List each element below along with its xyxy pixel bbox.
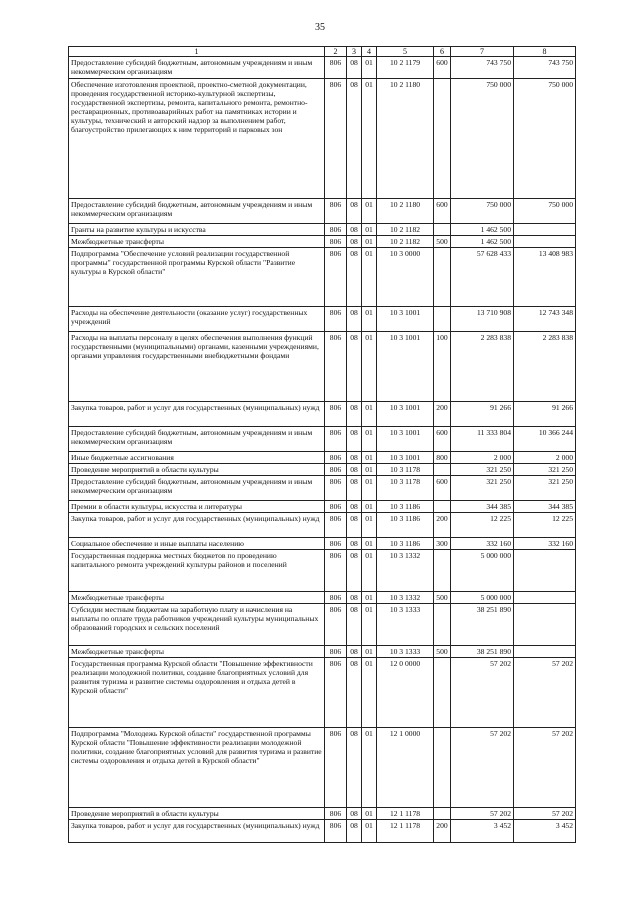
amount-year-2: 12 225 [514, 513, 576, 538]
section-code: 08 [347, 808, 362, 820]
expense-type-code [434, 79, 451, 199]
ministry-code: 806 [325, 808, 347, 820]
budget-item-name: Закупка товаров, работ и услуг для государственных (муниципальных) нужд [69, 820, 325, 843]
amount-year-1: 344 385 [451, 501, 514, 513]
section-code: 08 [347, 501, 362, 513]
target-article-code: 10 3 1001 [377, 402, 434, 427]
column-header: 2 [325, 47, 347, 57]
ministry-code: 806 [325, 79, 347, 199]
subsection-code: 01 [362, 820, 377, 843]
amount-year-2: 57 202 [514, 728, 576, 808]
header-row [69, 47, 576, 57]
section-code: 08 [347, 57, 362, 79]
target-article-code: 10 2 1182 [377, 224, 434, 236]
amount-year-2: 750 000 [514, 79, 576, 199]
ministry-code: 806 [325, 307, 347, 332]
expense-type-code: 500 [434, 236, 451, 248]
subsection-code: 01 [362, 236, 377, 248]
table-row [69, 658, 576, 728]
expense-type-code [434, 501, 451, 513]
table-row [69, 501, 576, 513]
subsection-code: 01 [362, 808, 377, 820]
section-code: 08 [347, 550, 362, 592]
column-header: 1 [69, 47, 325, 57]
expense-type-code: 600 [434, 427, 451, 452]
column-header: 7 [451, 47, 514, 57]
ministry-code: 806 [325, 476, 347, 501]
section-code: 08 [347, 402, 362, 427]
subsection-code: 01 [362, 332, 377, 402]
target-article-code: 10 2 1179 [377, 57, 434, 79]
amount-year-2 [514, 550, 576, 592]
budget-item-name: Межбюджетные трансферты [69, 236, 325, 248]
amount-year-1: 2 283 838 [451, 332, 514, 402]
table-row [69, 646, 576, 658]
amount-year-1: 750 000 [451, 199, 514, 224]
expense-type-code: 200 [434, 402, 451, 427]
target-article-code: 12 1 0000 [377, 728, 434, 808]
amount-year-2 [514, 646, 576, 658]
budget-item-name: Государственная поддержка местных бюджетов по проведению капитального ремонта учреждений культуры районов и поселений [69, 550, 325, 592]
target-article-code: 10 3 1333 [377, 646, 434, 658]
ministry-code: 806 [325, 604, 347, 646]
amount-year-2 [514, 592, 576, 604]
ministry-code: 806 [325, 658, 347, 728]
target-article-code: 10 3 0000 [377, 248, 434, 307]
page-number: 35 [315, 22, 325, 33]
expense-type-code [434, 248, 451, 307]
ministry-code: 806 [325, 646, 347, 658]
table-row [69, 476, 576, 501]
amount-year-1: 91 266 [451, 402, 514, 427]
amount-year-2 [514, 236, 576, 248]
budget-item-name: Подпрограмма "Обеспечение условий реализации государственной программы" государственной программы Курской области "Развитие культуры в Курской области" [69, 248, 325, 307]
section-code: 08 [347, 199, 362, 224]
budget-item-name: Закупка товаров, работ и услуг для государственных (муниципальных) нужд [69, 513, 325, 538]
target-article-code: 10 3 1001 [377, 332, 434, 402]
table-row [69, 57, 576, 79]
amount-year-2: 12 743 348 [514, 307, 576, 332]
amount-year-1: 5 000 000 [451, 592, 514, 604]
budget-item-name: Социальное обеспечение и иные выплаты населению [69, 538, 325, 550]
column-header: 8 [514, 47, 576, 57]
table-row [69, 79, 576, 199]
target-article-code: 10 3 1001 [377, 452, 434, 464]
table-row [69, 248, 576, 307]
target-article-code: 10 3 1178 [377, 476, 434, 501]
budget-item-name: Гранты на развитие культуры и искусства [69, 224, 325, 236]
target-article-code: 10 3 1178 [377, 464, 434, 476]
table-row [69, 604, 576, 646]
amount-year-1: 5 000 000 [451, 550, 514, 592]
expense-type-code: 500 [434, 592, 451, 604]
section-code: 08 [347, 538, 362, 550]
table-row [69, 513, 576, 538]
amount-year-1: 750 000 [451, 79, 514, 199]
table-row [69, 332, 576, 402]
subsection-code: 01 [362, 538, 377, 550]
amount-year-2: 743 750 [514, 57, 576, 79]
table-row [69, 402, 576, 427]
expense-type-code: 200 [434, 820, 451, 843]
amount-year-1: 743 750 [451, 57, 514, 79]
ministry-code: 806 [325, 248, 347, 307]
budget-item-name: Предоставление субсидий бюджетным, автономным учреждениям и иным некоммерческим организациям [69, 427, 325, 452]
budget-item-name: Подпрограмма "Молодежь Курской области" государственной программы Курской области "Повышение эффективности реализации молодежной политики, создание благоприятных условий для развития туризма и развитие системы оздоровления и отдыха детей в Курской области" [69, 728, 325, 808]
ministry-code: 806 [325, 452, 347, 464]
budget-item-name: Проведение мероприятий в области культуры [69, 464, 325, 476]
amount-year-1: 3 452 [451, 820, 514, 843]
table-row [69, 820, 576, 843]
ministry-code: 806 [325, 427, 347, 452]
budget-item-name: Межбюджетные трансферты [69, 592, 325, 604]
ministry-code: 806 [325, 464, 347, 476]
target-article-code: 12 1 1178 [377, 820, 434, 843]
budget-item-name: Обеспечение изготовления проектной, проектно-сметной документации, проведения государственной историко-культурной экспертизы, государственной экспертизы, ремонта, капитального ремонта, ремонтно-реставрационных, противоаварийных работ на памятниках истории и культуры, технический и авторский надзор за выполнением работ, благоустройство прилегающих к ним территорий и парковых зон [69, 79, 325, 199]
ministry-code: 806 [325, 236, 347, 248]
table-row [69, 538, 576, 550]
amount-year-1: 13 710 908 [451, 307, 514, 332]
subsection-code: 01 [362, 307, 377, 332]
table-row [69, 550, 576, 592]
column-header: 3 [347, 47, 362, 57]
expense-type-code: 100 [434, 332, 451, 402]
subsection-code: 01 [362, 464, 377, 476]
budget-item-name: Предоставление субсидий бюджетным, автономным учреждениям и иным некоммерческим организациям [69, 57, 325, 79]
amount-year-1: 1 462 500 [451, 236, 514, 248]
target-article-code: 10 3 1001 [377, 307, 434, 332]
amount-year-2: 750 000 [514, 199, 576, 224]
target-article-code: 10 3 1186 [377, 513, 434, 538]
section-code: 08 [347, 224, 362, 236]
column-header: 4 [362, 47, 377, 57]
budget-item-name: Межбюджетные трансферты [69, 646, 325, 658]
expense-type-code: 600 [434, 476, 451, 501]
amount-year-2 [514, 224, 576, 236]
amount-year-2: 13 408 983 [514, 248, 576, 307]
expense-type-code [434, 808, 451, 820]
amount-year-1: 332 160 [451, 538, 514, 550]
subsection-code: 01 [362, 248, 377, 307]
expense-type-code: 600 [434, 199, 451, 224]
subsection-code: 01 [362, 57, 377, 79]
section-code: 08 [347, 236, 362, 248]
amount-year-2: 332 160 [514, 538, 576, 550]
expense-type-code: 500 [434, 646, 451, 658]
budget-item-name: Субсидии местным бюджетам на заработную плату и начисления на выплаты по оплате труда работников учреждений культуры муниципальных образований городских и сельских поселений [69, 604, 325, 646]
expense-type-code [434, 224, 451, 236]
table-row [69, 427, 576, 452]
expense-type-code: 300 [434, 538, 451, 550]
amount-year-2: 57 202 [514, 658, 576, 728]
amount-year-1: 57 202 [451, 728, 514, 808]
target-article-code: 10 2 1182 [377, 236, 434, 248]
target-article-code: 12 0 0000 [377, 658, 434, 728]
section-code: 08 [347, 820, 362, 843]
target-article-code: 10 2 1180 [377, 199, 434, 224]
amount-year-1: 321 250 [451, 476, 514, 501]
subsection-code: 01 [362, 199, 377, 224]
expense-type-code: 600 [434, 57, 451, 79]
expense-type-code [434, 728, 451, 808]
subsection-code: 01 [362, 79, 377, 199]
subsection-code: 01 [362, 592, 377, 604]
amount-year-1: 57 202 [451, 808, 514, 820]
column-header: 6 [434, 47, 451, 57]
ministry-code: 806 [325, 402, 347, 427]
section-code: 08 [347, 476, 362, 501]
subsection-code: 01 [362, 513, 377, 538]
table-row [69, 199, 576, 224]
ministry-code: 806 [325, 728, 347, 808]
subsection-code: 01 [362, 646, 377, 658]
amount-year-1: 38 251 890 [451, 604, 514, 646]
ministry-code: 806 [325, 550, 347, 592]
target-article-code: 10 3 1001 [377, 427, 434, 452]
section-code: 08 [347, 307, 362, 332]
table-row [69, 452, 576, 464]
budget-item-name: Расходы на выплаты персоналу в целях обеспечения выполнения функций государственными (муниципальными) органами, казенными учреждениями, органами управления государственными внебюджетными фондами [69, 332, 325, 402]
amount-year-1: 2 000 [451, 452, 514, 464]
amount-year-1: 12 225 [451, 513, 514, 538]
section-code: 08 [347, 592, 362, 604]
subsection-code: 01 [362, 604, 377, 646]
budget-item-name: Предоставление субсидий бюджетным, автономным учреждениям и иным некоммерческим организациям [69, 476, 325, 501]
amount-year-2: 2 000 [514, 452, 576, 464]
expense-type-code [434, 464, 451, 476]
target-article-code: 10 3 1332 [377, 550, 434, 592]
amount-year-1: 321 250 [451, 464, 514, 476]
section-code: 08 [347, 79, 362, 199]
section-code: 08 [347, 452, 362, 464]
target-article-code: 10 3 1333 [377, 604, 434, 646]
expense-type-code [434, 550, 451, 592]
section-code: 08 [347, 332, 362, 402]
amount-year-2: 2 283 838 [514, 332, 576, 402]
ministry-code: 806 [325, 592, 347, 604]
amount-year-2: 91 266 [514, 402, 576, 427]
amount-year-2 [514, 604, 576, 646]
amount-year-1: 1 462 500 [451, 224, 514, 236]
amount-year-1: 57 202 [451, 658, 514, 728]
budget-item-name: Государственная программа Курской области "Повышение эффективности реализации молодежной политики, создание благоприятных условий для развития туризма и развитие системы оздоровления и отдыха детей в Курской области" [69, 658, 325, 728]
table-row [69, 808, 576, 820]
subsection-code: 01 [362, 658, 377, 728]
section-code: 08 [347, 513, 362, 538]
expense-type-code [434, 604, 451, 646]
amount-year-1: 38 251 890 [451, 646, 514, 658]
column-header: 5 [377, 47, 434, 57]
target-article-code: 10 3 1186 [377, 501, 434, 513]
section-code: 08 [347, 604, 362, 646]
ministry-code: 806 [325, 224, 347, 236]
table-row [69, 728, 576, 808]
subsection-code: 01 [362, 550, 377, 592]
ministry-code: 806 [325, 501, 347, 513]
ministry-code: 806 [325, 57, 347, 79]
subsection-code: 01 [362, 427, 377, 452]
ministry-code: 806 [325, 820, 347, 843]
budget-item-name: Закупка товаров, работ и услуг для государственных (муниципальных) нужд [69, 402, 325, 427]
table-row [69, 307, 576, 332]
section-code: 08 [347, 658, 362, 728]
table-row [69, 224, 576, 236]
expense-type-code: 200 [434, 513, 451, 538]
amount-year-2: 321 250 [514, 464, 576, 476]
section-code: 08 [347, 646, 362, 658]
amount-year-2: 321 250 [514, 476, 576, 501]
expense-type-code [434, 307, 451, 332]
subsection-code: 01 [362, 501, 377, 513]
ministry-code: 806 [325, 513, 347, 538]
table-row [69, 592, 576, 604]
target-article-code: 10 3 1186 [377, 538, 434, 550]
target-article-code: 10 2 1180 [377, 79, 434, 199]
budget-item-name: Иные бюджетные ассигнования [69, 452, 325, 464]
amount-year-2: 57 202 [514, 808, 576, 820]
budget-item-name: Проведение мероприятий в области культуры [69, 808, 325, 820]
target-article-code: 12 1 1178 [377, 808, 434, 820]
section-code: 08 [347, 728, 362, 808]
subsection-code: 01 [362, 452, 377, 464]
ministry-code: 806 [325, 332, 347, 402]
subsection-code: 01 [362, 728, 377, 808]
ministry-code: 806 [325, 199, 347, 224]
table-body [69, 57, 576, 843]
amount-year-2: 3 452 [514, 820, 576, 843]
subsection-code: 01 [362, 476, 377, 501]
budget-item-name: Премии в области культуры, искусства и литературы [69, 501, 325, 513]
ministry-code: 806 [325, 538, 347, 550]
subsection-code: 01 [362, 402, 377, 427]
target-article-code: 10 3 1332 [377, 592, 434, 604]
table-row [69, 236, 576, 248]
amount-year-1: 11 333 804 [451, 427, 514, 452]
amount-year-2: 10 366 244 [514, 427, 576, 452]
budget-item-name: Расходы на обеспечение деятельности (оказание услуг) государственных учреждений [69, 307, 325, 332]
budget-table [68, 46, 576, 843]
section-code: 08 [347, 464, 362, 476]
amount-year-1: 57 628 433 [451, 248, 514, 307]
expense-type-code [434, 658, 451, 728]
table-row [69, 464, 576, 476]
section-code: 08 [347, 248, 362, 307]
amount-year-2: 344 385 [514, 501, 576, 513]
section-code: 08 [347, 427, 362, 452]
expense-type-code: 800 [434, 452, 451, 464]
budget-item-name: Предоставление субсидий бюджетным, автономным учреждениям и иным некоммерческим организациям [69, 199, 325, 224]
subsection-code: 01 [362, 224, 377, 236]
